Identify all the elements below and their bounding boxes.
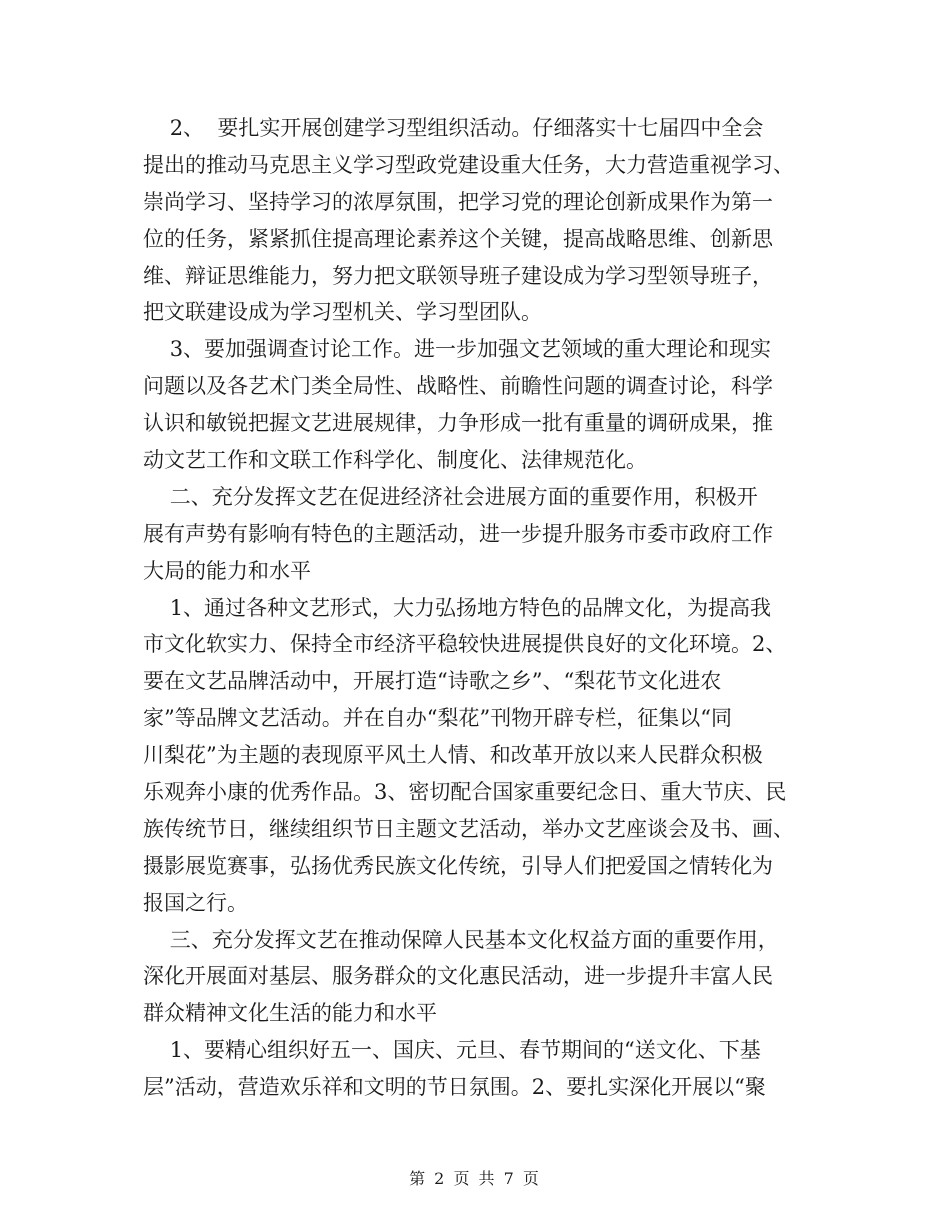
text-line: 问题以及各艺术门类全局性、战略性、前瞻性问题的调查讨论，科学 (143, 374, 773, 399)
text-line: 乐观奔小康的优秀作品。3、密切配合国家重要纪念日、重大节庆、民 (143, 780, 787, 805)
page-footer: 第 2 页 共 7 页 (409, 1169, 541, 1188)
text-line: 位的任务，紧紧抓住提高理论素养这个关键，提高战略思维、创新思 (143, 226, 773, 251)
text-line: 大局的能力和水平 (143, 558, 311, 583)
text-line: 要在文艺品牌活动中，开展打造“诗歌之乡”、“梨花节文化进农 (143, 669, 722, 694)
text-line: 市文化软实力、保持全市经济平稳较快进展提供良好的文化环境。2、 (143, 632, 787, 657)
text-line: 族传统节日，继续组织节日主题文艺活动，举办文艺座谈会及书、画、 (143, 816, 794, 841)
text-line: 摄影展览赛事，弘扬优秀民族文化传统，引导人们把爱国之情转化为 (143, 853, 773, 878)
text-line: 动文艺工作和文联工作科学化、制度化、法律规范化。 (143, 448, 647, 473)
text-line: 川梨花”为主题的表现原平风土人情、和改革开放以来人民群众积极 (143, 743, 763, 768)
text-line: 1、通过各种文艺形式，大力弘扬地方特色的品牌文化，为提高我 (143, 595, 772, 620)
text-line: 崇尚学习、坚持学习的浓厚氛围，把学习党的理论创新成果作为第一 (143, 189, 773, 214)
text-line: 报国之行。 (143, 890, 248, 915)
text-line: 群众精神文化生活的能力和水平 (143, 1001, 437, 1026)
text-line: 三、充分发挥文艺在推动保障人民基本文化权益方面的重要作用， (143, 927, 779, 952)
text-line: 1、要精心组织好五一、国庆、元旦、春节期间的“送文化、下基 (143, 1038, 761, 1063)
text-line: 提出的推动马克思主义学习型政党建设重大任务，大力营造重视学习、 (143, 152, 794, 177)
text-line: 维、辩证思维能力，努力把文联领导班子建设成为学习型领导班子， (143, 263, 773, 288)
text-line: 3、要加强调查讨论工作。进一步加强文艺领域的重大理论和现实 (143, 337, 772, 362)
text-line: 深化开展面对基层、服务群众的文化惠民活动，进一步提升丰富人民 (143, 964, 773, 989)
text-line: 家”等品牌文艺活动。并在自办“梨花”刊物开辟专栏，征集以“同 (143, 706, 732, 731)
document-body (143, 110, 803, 1106)
text-line: 展有声势有影响有特色的主题活动，进一步提升服务市委市政府工作 (143, 521, 773, 546)
text-line: 二、充分发挥文艺在促进经济社会进展方面的重要作用，积极开 (143, 484, 758, 509)
text-line: 层”活动，营造欢乐祥和文明的节日氛围。2、要扎实深化开展以“聚 (143, 1075, 766, 1100)
text-line: 把文联建设成为学习型机关、学习型团队。 (143, 300, 542, 325)
text-line: 认识和敏锐把握文艺进展规律，力争形成一批有重量的调研成果，推 (143, 411, 773, 436)
text-line: 2、 要扎实开展创建学习型组织活动。仔细落实十七届四中全会 (143, 116, 764, 140)
